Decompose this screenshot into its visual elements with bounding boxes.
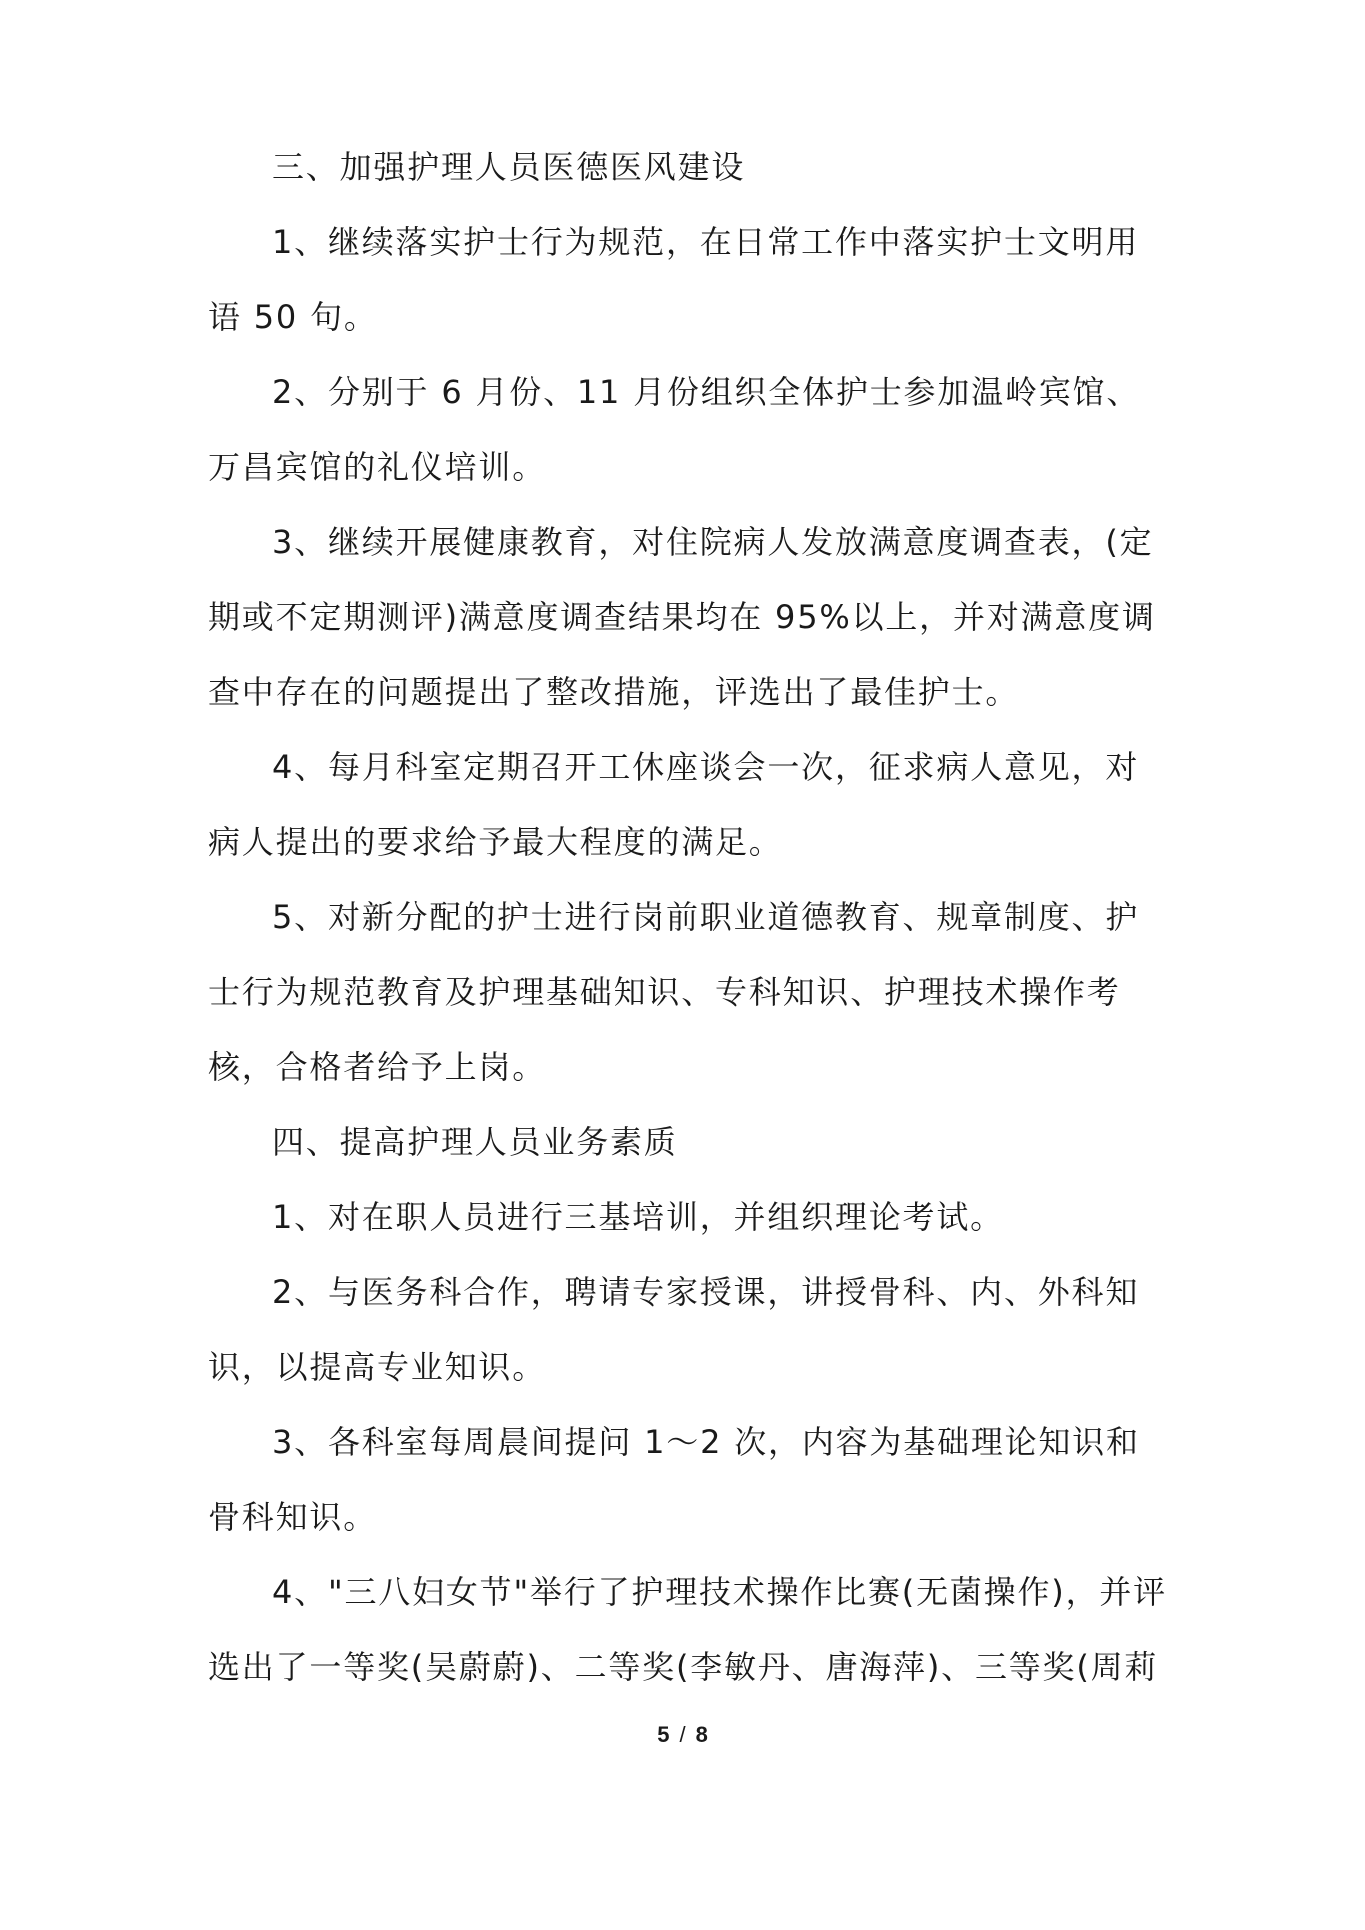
paragraph: 2、与医务科合作，聘请专家授课，讲授骨科、内、外科知识，以提高专业知识。 (208, 1273, 1140, 1386)
total-pages-number: 8 (695, 1722, 708, 1747)
paragraph: 2、分别于 6 月份、11 月份组织全体护士参加温岭宾馆、万昌宾馆的礼仪培训。 (208, 373, 1141, 486)
current-page-number: 5 (657, 1722, 670, 1747)
page-number (0, 1722, 1365, 1748)
paragraph: 4、"三八妇女节"举行了护理技术操作比赛(无菌操作)，并评选出了一等奖(吴蔚蔚)、二等奖(李敏丹、唐海萍)、三等奖(周莉 (208, 1573, 1167, 1686)
paragraph: 4、每月科室定期召开工休座谈会一次，征求病人意见，对病人提出的要求给予最大程度的满足。 (208, 748, 1140, 861)
document-body (208, 130, 1168, 1705)
paragraph: 1、继续落实护士行为规范，在日常工作中落实护士文明用语 50 句。 (208, 223, 1140, 336)
section-heading-4: 四、提高护理人员业务素质 (272, 1123, 678, 1161)
section-heading-3: 三、加强护理人员医德医风建设 (272, 148, 746, 186)
paragraph: 1、对在职人员进行三基培训，并组织理论考试。 (272, 1198, 1004, 1236)
paragraph: 3、继续开展健康教育，对住院病人发放满意度调查表，(定期或不定期测评)满意度调查结果均在 95%以上，并对满意度调查中存在的问题提出了整改措施，评选出了最佳护士。 (208, 523, 1156, 711)
paragraph: 3、各科室每周晨间提问 1～2 次，内容为基础理论知识和骨科知识。 (208, 1423, 1140, 1536)
page-separator: / (679, 1722, 686, 1747)
paragraph: 5、对新分配的护士进行岗前职业道德教育、规章制度、护士行为规范教育及护理基础知识、专科知识、护理技术操作考核，合格者给予上岗。 (208, 898, 1140, 1086)
